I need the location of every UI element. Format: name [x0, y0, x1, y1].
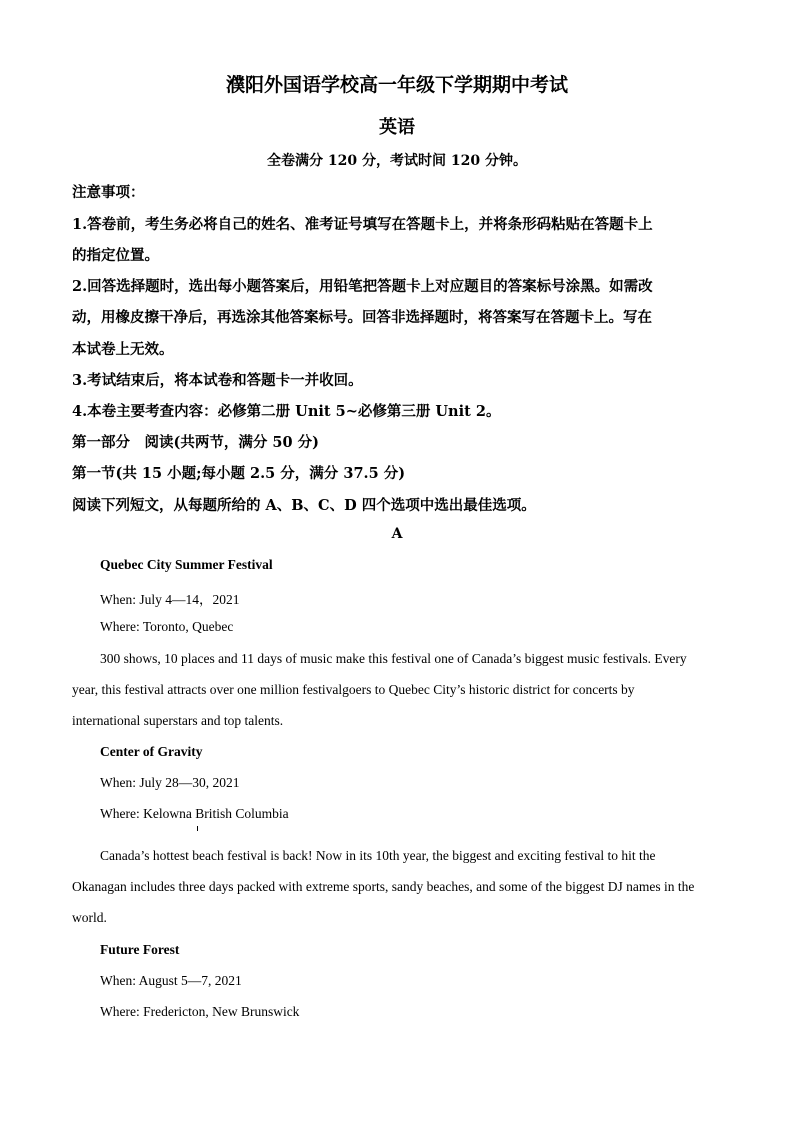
- stray-mark: [197, 826, 198, 831]
- part-title: 第一部分 阅读(共两节，满分 50 分): [72, 434, 319, 451]
- festival-description-line: world.: [72, 910, 107, 925]
- notice-line: 1.答卷前，考生务必将自己的姓名、准考证号填写在答题卡上，并将条形码粘贴在答题卡上: [72, 216, 653, 233]
- festival-description-line: Canada’s hottest beach festival is back! Now in its 10th year, the biggest and exciting festival to hit the: [100, 848, 656, 863]
- notice-line: 4.本卷主要考查内容：必修第二册 Unit 5~必修第三册 Unit 2。: [72, 403, 501, 420]
- reading-instruction: 阅读下列短文，从每题所给的 A、B、C、D 四个选项中选出最佳选项。: [72, 497, 536, 514]
- festival-date: When: July 28—30, 2021: [100, 775, 240, 790]
- notice-line: 的指定位置。: [72, 247, 159, 264]
- notice-line: 动，用橡皮擦干净后，再选涂其他答案标号。回答非选择题时，将答案写在答题卡上。写在: [72, 309, 652, 326]
- section-title: 第一节(共 15 小题;每小题 2.5 分，满分 37.5 分): [72, 465, 406, 482]
- passage-label: A: [391, 526, 403, 542]
- festival-name: Center of Gravity: [100, 744, 203, 759]
- subject-title: 英语: [379, 117, 415, 138]
- score-time-note: 全卷满分 120 分，考试时间 120 分钟。: [267, 153, 527, 169]
- notice-line: 2.回答选择题时，选出每小题答案后，用铅笔把答题卡上对应题目的答案标号涂黑。如需改: [72, 278, 653, 295]
- festival-name: Quebec City Summer Festival: [100, 557, 273, 572]
- festival-name: Future Forest: [100, 942, 180, 957]
- notice-line: 3.考试结束后，将本试卷和答题卡一并收回。: [72, 372, 363, 389]
- notice-line: 本试卷上无效。: [72, 341, 174, 358]
- festival-description-line: international superstars and top talents.: [72, 713, 284, 728]
- festival-date: When: July 4—14，2021: [100, 592, 240, 607]
- festival-description-line: year, this festival attracts over one million festivalgoers to Quebec City’s historic district for concerts by: [72, 682, 635, 697]
- festival-location: Where: Toronto, Quebec: [100, 619, 234, 634]
- festival-description-line: 300 shows, 10 places and 11 days of music make this festival one of Canada’s biggest music festivals. Every: [100, 651, 687, 666]
- exam-title: 濮阳外国语学校高一年级下学期期中考试: [225, 74, 568, 96]
- notice-heading: 注意事项：: [72, 184, 145, 201]
- festival-description-line: Okanagan includes three days packed with extreme sports, sandy beaches, and some of the biggest DJ names in the: [72, 879, 695, 894]
- festival-location: Where: Kelowna British Columbia: [100, 806, 289, 821]
- festival-location: Where: Fredericton, New Brunswick: [100, 1004, 300, 1019]
- festival-date: When: August 5—7, 2021: [100, 973, 242, 988]
